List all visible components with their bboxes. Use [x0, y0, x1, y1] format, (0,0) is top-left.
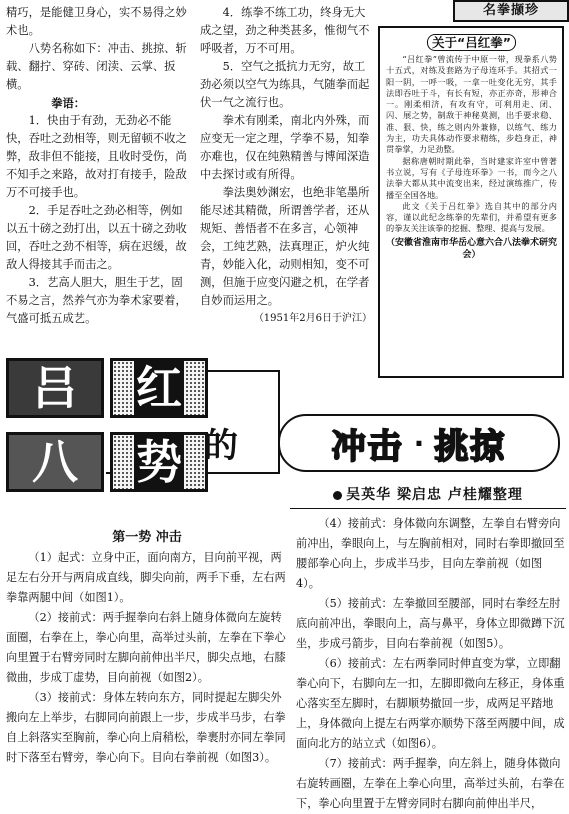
title-particle: 的 — [204, 426, 238, 466]
title-tiles — [6, 350, 288, 530]
paragraph: （1）起式：立身中正，面向南方，目向前平视，两足左右分开与两肩成直线，脚尖向前，两手下垂，左右两拳靠两腿中间（如图1）。 — [6, 551, 286, 604]
paragraph: （5）接前式：左拳撤回至腰部，同时右拳经左肘底向前冲出，拳眼向上，高与鼻平，身体立即微蹲下沉坐，步成弓箭步，目向右拳前视（如图5）。 — [296, 597, 565, 650]
title-separator: · — [413, 426, 425, 460]
article-column-lower-right — [296, 514, 566, 810]
title-tile-lu: 吕 — [6, 358, 104, 418]
sidebar-box-paragraph: 据称唐朝时期此拳，当时建家许室中曾著书立说，写有《子母连环拳》一书，而今之八法拳大都从其中流变出来，经过演练推广，传播至全国各地。 — [386, 155, 557, 200]
paragraph: 拳术有刚柔，南北内外殊，而应变无一定之理，学拳不易，知拳亦难也，仅在纯熟精善与博闻深造中去探讨或有所得。 — [200, 114, 370, 181]
article-column-lower-left — [6, 528, 288, 764]
paragraph: （2）接前式：两手握拳向右斜上随身体微向左旋转面圈，右拳在上，拳心向里，高举过头前，左拳在下拳心向里置于右臂旁同时左脚向前伸出半尺，脚尖点地，右膝微曲，步成丁虚势，目向前视（如图2）。 — [6, 611, 286, 684]
paragraph: （4）接前式：身体微向东调整，左拳自右臂旁向前冲出，拳眼向上，与左胸前相对，同时右拳即撤回至腰部拳心向上，步成半马步，目向左拳前视（如图4）。 — [296, 517, 565, 590]
sidebar-box-paragraph: “吕红拳”曾流传于中原一带，现拳系八势十五式，对练及套路为子母连环手。其招式一阳一阴，一呼一吸，一拿一吐变化无穷，其手法即吞吐于斗，有长有短，亦正亦奇，形神合一。刚柔相济，有攻有守，可利用走、闭、闪、展之势，制敌于神秘莫测，出手要求稳、准、狠、快，练之则内外兼修，以练气、练力为主，功夫具体动作要求精练，步趋身正，神贯拳掌，力足劲整。 — [386, 54, 557, 155]
paragraph: 精巧，是能健卫身心，实不易得之妙术也。 — [6, 6, 187, 37]
author-line: 吴英华 梁启忠 卢桂耀整理 — [290, 484, 566, 504]
section-heading: 拳语： — [51, 96, 86, 110]
paragraph: 拳法奥妙渊宏，也绝非笔墨所能尽述其精微，所谓善学者，还从规矩、善悟者不在多言，心领神会，工纯艺熟，法真理正，炉火纯青，妙能入化，动则相知，变不可测，但施于应变闪避之机，在学者自妙而运用之。 — [200, 186, 370, 307]
paragraph: 5．空气之抵抗力无穷，故工劲必须以空气为练具，气随拳而起伏一气之流行也。 — [200, 60, 370, 109]
article-column-top-middle — [200, 4, 372, 350]
title-tile-shi: 势 — [110, 432, 208, 492]
divider — [278, 370, 280, 474]
title-tile-ba: 八 — [6, 432, 104, 492]
paragraph: 1．快由于有劲，无劲必不能快，吞吐之劲相等，则无留顿不收之弊，敌非但不能接，且收时受伤，尚不知手之来路，故对打有接手，险敌万不可接手也。 — [6, 114, 187, 199]
dateline: （1951年2月6日于沪江） — [253, 313, 372, 324]
title-word-chongji: 冲击 — [331, 426, 404, 467]
title-word-tiaolue: 挑掠 — [434, 426, 507, 467]
article-column-top-left — [6, 4, 192, 344]
subsection-heading: 第一势 冲击 — [112, 530, 182, 545]
paragraph: 八势名称如下：冲击、挑掠、斩载、翻拧、穿砖、闭渎、云掌、扳横。 — [6, 42, 187, 91]
paragraph: （7）接前式：两手握拳，向左斜上，随身体微向右旋转画圈，左拳在上拳心向里，高举过头前，右拳在下，拳心向里置于左臂旁同时右脚向前伸出半尺， — [296, 757, 565, 810]
paragraph: （6）接前式：左右两拳同时伸直变为掌，立即翻拳心向下，右脚向左一扣，左脚即微向左移正，身体重心落实至左脚时，右脚顺势撤回一步，成两足平踏地上，身体微向上提左右两掌亦顺势下落至两腰中间，成面向北方的站立式（如图6）。 — [296, 657, 565, 750]
bullet-icon — [333, 491, 342, 500]
paragraph: （3）接前式：身体左转向东方，同时提起左脚尖外搬向左上举步，右脚同向前跟上一步，步成半马步，右拳自上斜落实至胸前，拳心向上肩稍松，拳裹肘亦同左拳同时下落至右臂旁，拳心向下。目向右拳前视（如图3）。 — [6, 691, 286, 764]
divider — [290, 508, 566, 509]
section-badge: 名拳撷珍 — [453, 0, 569, 22]
title-tile-hong: 红 — [110, 358, 208, 418]
paragraph: 4．练拳不练工功，终身无大成之望，劲之种类甚多，惟彻气不呼吸者，万不可用。 — [200, 6, 370, 55]
sidebar-box-paragraph: 此文《关于吕红拳》选自其中的部分内容，谨以此纪念练拳的先辈们，并希望有更多的拳友关注该拳的挖掘、整理、提高与发展。 — [386, 200, 557, 234]
sidebar-box-footer: （安徽省淮南市华岳心意六合八法拳术研究会） — [386, 237, 558, 260]
paragraph: 2．手足吞吐之劲必相等，例如以五十磅之劲打出，以五十磅之劲收回，吞吐之劲不相等，病在迟缓，故敌人得接其手而击之。 — [6, 204, 187, 271]
sidebar-box — [378, 26, 564, 378]
paragraph: 3．艺高人胆大，胆生于艺，固不易之言，然养气亦为拳术家要着，气盛可抵五成艺。 — [6, 276, 187, 325]
sidebar-box-title: 关于“吕红拳” — [386, 33, 557, 51]
title-pill — [278, 414, 560, 472]
